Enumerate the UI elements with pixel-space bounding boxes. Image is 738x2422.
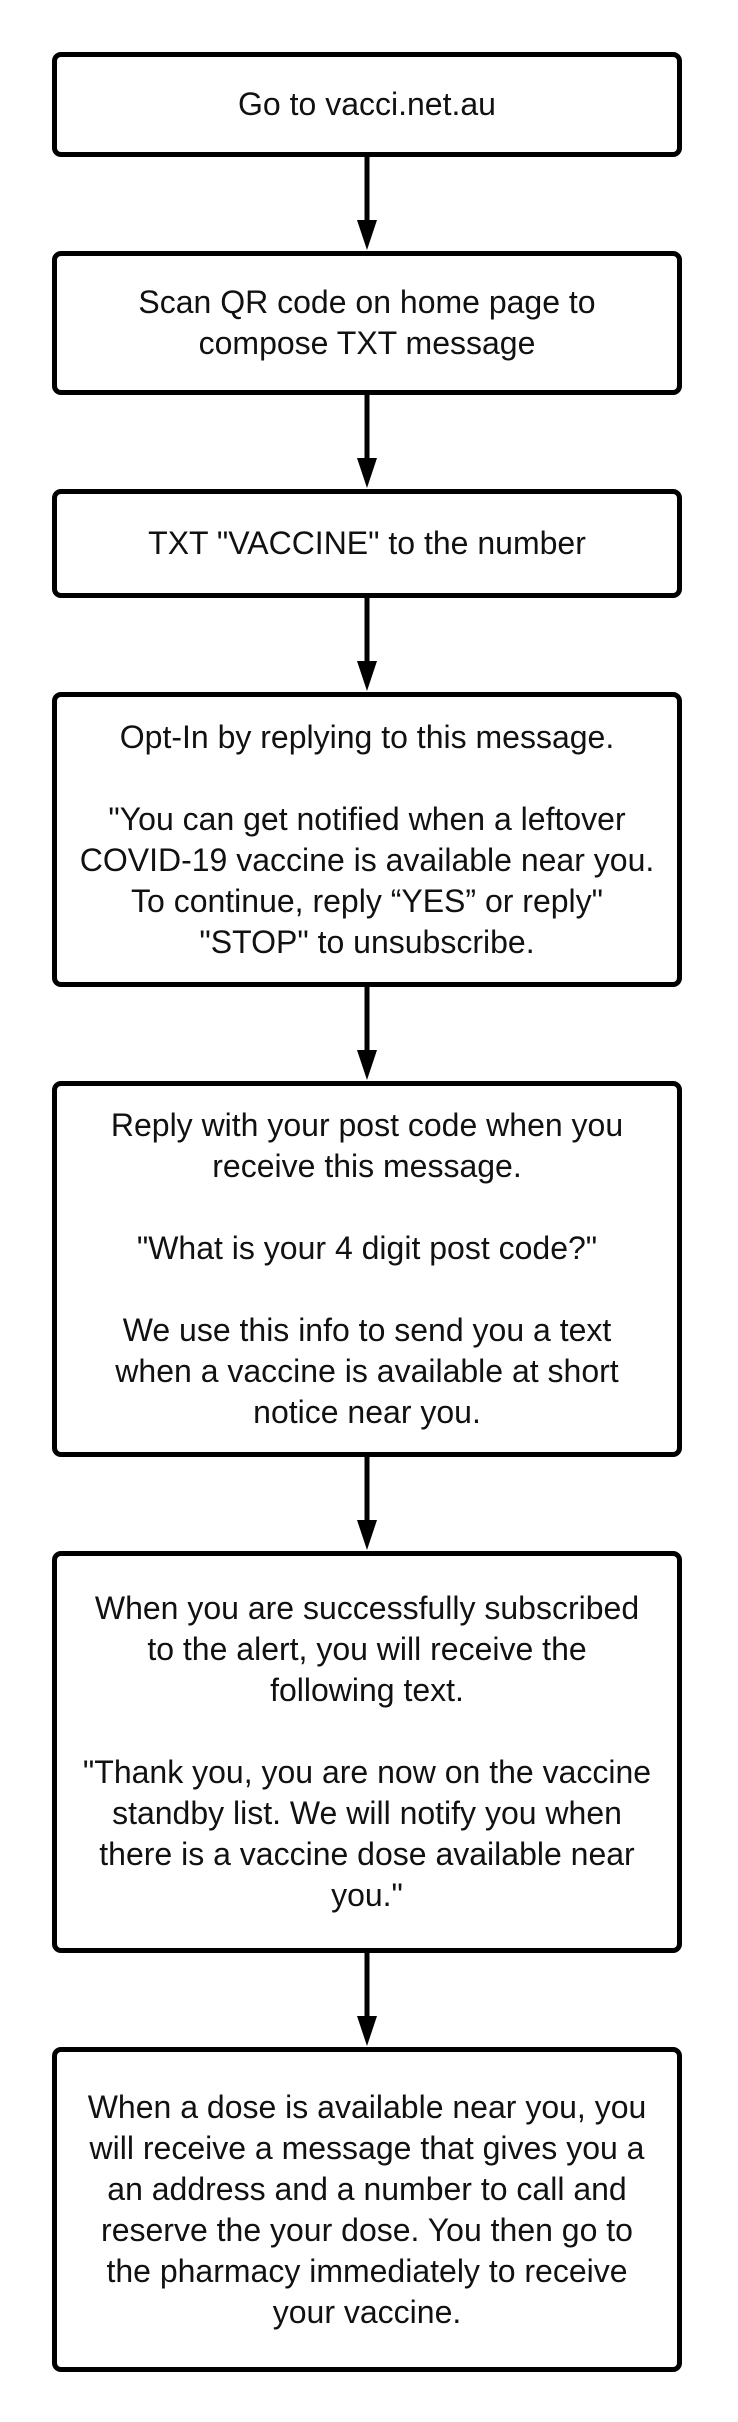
step-subscribed [52,1551,682,1953]
arrow-3 [357,598,377,691]
step-subscribed-instruction: When you are successfully subscribed to the alert, you will receive the following text. [94,1590,640,1708]
step-dose-available [52,2047,682,2372]
step-txt-vaccine [52,489,682,598]
arrow-1 [357,157,377,250]
step-scan-qr [52,251,682,395]
step-post-code-note: We use this info to send you a text when a vaccine is available at short notice near you. [115,1312,619,1430]
step-post-code-message: "What is your 4 digit post code?" [136,1230,598,1266]
step-go-to-site [52,52,682,157]
step-opt-in-instruction: Opt-In by replying to this message. [119,718,615,755]
arrow-5 [357,1457,377,1550]
step-post-code [52,1081,682,1457]
arrow-4 [357,987,377,1080]
arrow-6 [357,1953,377,2046]
step-opt-in-message: "You can get notified when a leftover COVID-19 vaccine is available near you. To continue, reply “YES” or reply" "STOP" to unsubscribe. [79,800,655,960]
step-post-code-instruction: Reply with your post code when you receive this message. [110,1107,624,1184]
step-dose-available-text: When a dose is available near you, you will receive a message that gives you a an address and a number to call and reserve the your dose. You then go to the pharmacy immediately to receive your vaccine. [87,2088,647,2330]
step-txt-vaccine-text: TXT "VACCINE" to the number [148,525,586,561]
step-subscribed-message: "Thank you, you are now on the vaccine standby list. We will notify you when there is a vaccine dose available near you." [82,1754,652,1913]
step-scan-qr-text: Scan QR code on home page to compose TXT message [138,284,596,361]
arrow-2 [357,395,377,488]
step-go-to-site-text: Go to vacci.net.au [238,86,496,122]
step-opt-in [52,692,682,987]
